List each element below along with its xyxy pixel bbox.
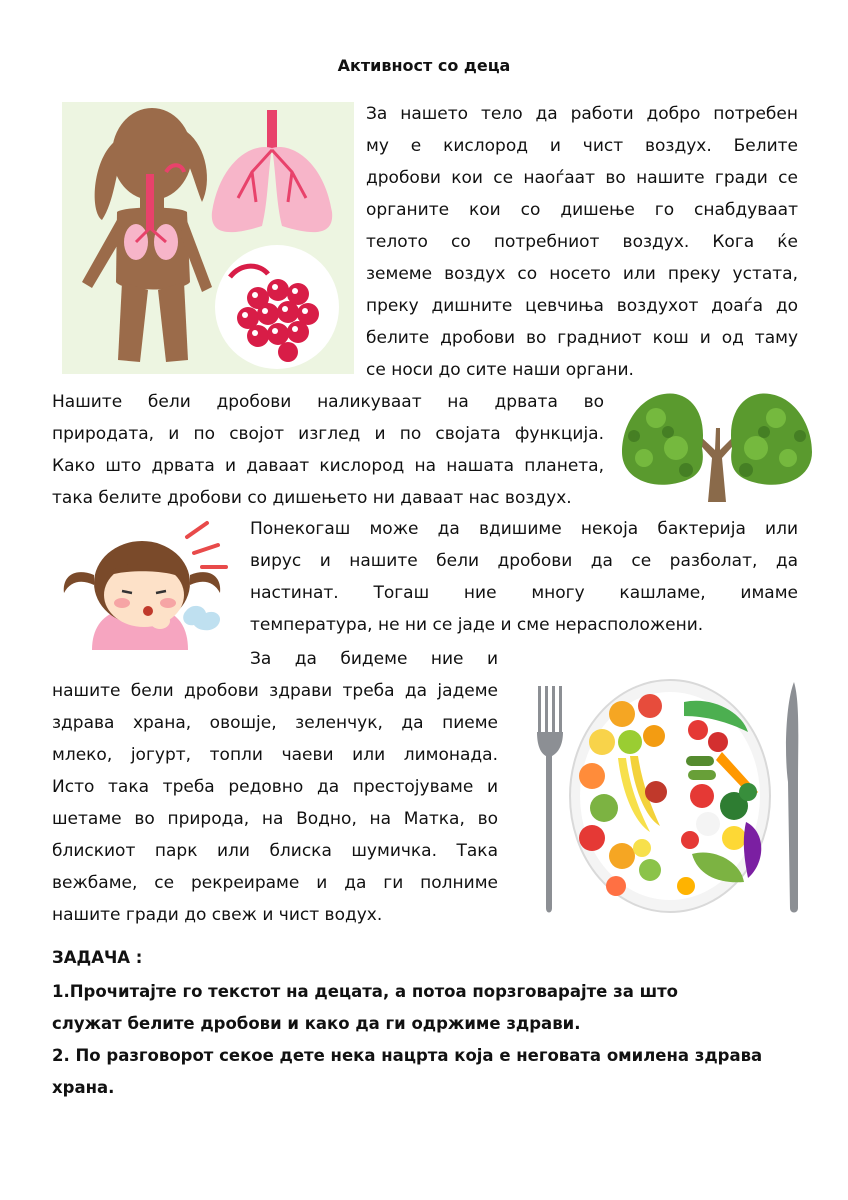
task-item-text: 2. По разговорот секое дете нека нацрта која е неговата омилена здрава: [52, 1046, 763, 1065]
coughing-child-illustration: [52, 515, 242, 650]
task-item-1: [52, 976, 800, 1040]
text-line: органите кои со дишење го снабдуваат: [366, 200, 798, 220]
paragraph-health-start: [250, 643, 498, 675]
text-line: нашите бели дробови здрави треба да јадеме: [52, 681, 498, 701]
paragraph-breathing: [366, 98, 798, 386]
text-line: блискиот парк или блиска шумичка. Така: [52, 841, 498, 861]
paragraph-health: [52, 675, 498, 931]
task-item-text: храна.: [52, 1078, 115, 1097]
text-line: За да бидеме ние и: [250, 649, 498, 669]
paragraph-trees: [52, 386, 604, 514]
text-line: земеме воздух со носето или преку устата,: [366, 264, 798, 284]
text-line: Нашите бели дробови наликуваат на дрвата во: [52, 392, 604, 412]
text-line: вежбаме, се рекреираме и да ги полниме: [52, 873, 498, 893]
text-line: му е кислород и чист воздух. Белите: [366, 136, 798, 156]
text-line: температура, не ни се јаде и сме нерасположени.: [250, 615, 704, 635]
text-line: шетаме во природа, на Водно, на Матка, во: [52, 809, 498, 829]
text-line: така белите дробови со дишењето ни даваат нас воздух.: [52, 488, 572, 508]
task-heading: [52, 942, 800, 974]
text-line: здрава храна, овошје, зеленчук, да пиеме: [52, 713, 498, 733]
text-line: белите дробови во градниот кош и од таму: [366, 328, 798, 348]
text-line: преку дишните цевчиња воздухот доаѓа до: [366, 296, 798, 316]
page-title: Активност со деца: [337, 56, 511, 75]
text-line: телото со потребниот воздух. Кога ќе: [366, 232, 798, 252]
text-line: Како што дрвата и даваат кислород на нашата планета,: [52, 456, 604, 476]
text-line: вирус и нашите бели дробови да се разболат, да: [250, 551, 798, 571]
text-line: За нашето тело да работи добро потребен: [366, 104, 798, 124]
text-line: природата, и по својот изглед и по својата функција.: [52, 424, 604, 444]
text-line: млеко, јогурт, топли чаеви или лимонада.: [52, 745, 498, 765]
text-line: нашите гради до свеж и чист водух.: [52, 905, 383, 925]
text-line: Понекогаш може да вдишиме некоја бактерија или: [250, 519, 798, 539]
food-plate-illustration: [522, 672, 818, 922]
child-lungs-illustration: [62, 102, 354, 374]
task-heading-text: ЗАДАЧА :: [52, 948, 143, 967]
task-item-text: служат белите дробови и како да ги одржиме здрави.: [52, 1014, 581, 1033]
text-line: дробови кои се наоѓаат во нашите гради се: [366, 168, 798, 188]
paragraph-illness: [250, 513, 798, 641]
text-line: настинат. Тогаш ние многу кашламе, имаме: [250, 583, 798, 603]
text-line: се носи до сите наши органи.: [366, 360, 634, 380]
text-line: Исто така треба редовно да престојуваме и: [52, 777, 498, 797]
lung-tree-illustration: [616, 388, 816, 504]
task-item-text: 1.Прочитајте го текстот на децата, а потоа порзговарајте за што: [52, 982, 679, 1001]
task-item-2: [52, 1040, 800, 1104]
